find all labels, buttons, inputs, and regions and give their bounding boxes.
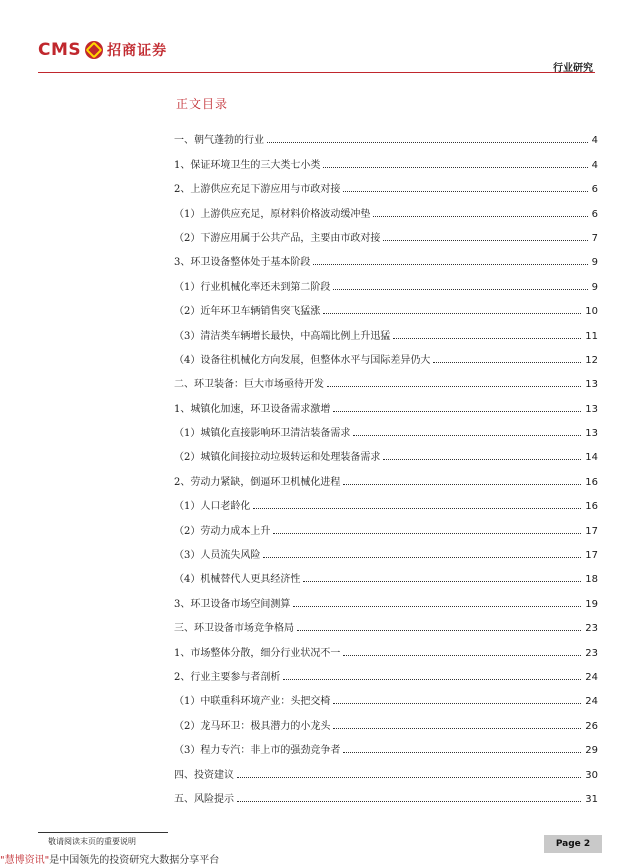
toc-entry-label: （1）行业机械化率还未到第二阶段 [174, 281, 331, 293]
toc-entry-label: （2）劳动力成本上升 [174, 525, 271, 537]
toc-entry-label: 一、朝气蓬勃的行业 [174, 135, 264, 147]
toc-entry-label: （3）程力专汽：非上市的强劲竞争者 [174, 745, 341, 757]
toc-entry-label: （1）城镇化直接影响环卫清洁装备需求 [174, 428, 351, 440]
toc-entry[interactable] [174, 466, 598, 490]
toc-leader-dots [333, 702, 581, 704]
toc-entry[interactable] [174, 564, 598, 588]
toc-entry[interactable] [174, 515, 598, 539]
toc-entry-page: 31 [585, 793, 598, 805]
toc-entry[interactable] [174, 784, 598, 808]
toc-entry-page: 6 [591, 184, 598, 196]
page-header [0, 0, 625, 80]
toc-entry-page: 24 [585, 671, 598, 683]
toc-leader-dots [273, 532, 581, 534]
cms-logo [38, 40, 167, 60]
toc-leader-dots [393, 337, 581, 339]
toc-leader-dots [343, 483, 581, 485]
toc-leader-dots [343, 751, 581, 753]
toc-leader-dots [383, 458, 581, 460]
logo-latin-text: CMS [38, 40, 82, 60]
watermark-brand: "慧博资讯" [0, 855, 50, 866]
toc-leader-dots [327, 385, 581, 387]
toc-entry-label: （4）机械替代人更具经济性 [174, 574, 301, 586]
toc-entry[interactable] [174, 491, 598, 515]
watermark-text [0, 851, 219, 866]
toc-entry-page: 13 [585, 379, 598, 391]
toc-entry[interactable] [174, 271, 598, 295]
toc-entry-label: 2、劳动力紧缺，倒逼环卫机械化进程 [174, 476, 341, 488]
toc-leader-dots [343, 654, 581, 656]
toc-entry-label: 1、城镇化加速，环卫设备需求激增 [174, 403, 331, 415]
toc-entry-page: 14 [585, 452, 598, 464]
toc-entry[interactable] [174, 662, 598, 686]
toc-leader-dots [433, 361, 581, 363]
toc-entry-page: 9 [591, 281, 598, 293]
toc-leader-dots [297, 629, 581, 631]
toc-entry-label: 1、保证环境卫生的三大类七小类 [174, 159, 321, 171]
toc-entry-page: 30 [585, 769, 598, 781]
toc-entry[interactable] [174, 637, 598, 661]
toc-leader-dots [383, 239, 587, 241]
toc-entry-label: （2）城镇化间接拉动垃圾转运和处理装备需求 [174, 452, 381, 464]
toc-entry-label: 1、市场整体分散，细分行业状况不一 [174, 647, 341, 659]
toc-entry-label: 3、环卫设备市场空间测算 [174, 598, 291, 610]
toc-entry[interactable] [174, 174, 598, 198]
toc-leader-dots [263, 556, 581, 558]
toc-leader-dots [267, 141, 588, 143]
toc-entry[interactable] [174, 149, 598, 173]
footer-divider [38, 832, 168, 833]
toc-entry-page: 29 [585, 745, 598, 757]
toc-entry-page: 18 [585, 574, 598, 586]
toc-entry-label: （3）人员流失风险 [174, 550, 261, 562]
table-of-contents [174, 125, 598, 808]
toc-entry-label: （1）上游供应充足，原材料价格波动缓冲垫 [174, 208, 371, 220]
toc-entry-page: 10 [585, 306, 598, 318]
disclaimer-note: 敬请阅读末页的重要说明 [48, 837, 136, 846]
toc-entry-page: 16 [585, 476, 598, 488]
toc-entry-page: 17 [585, 525, 598, 537]
toc-entry[interactable] [174, 588, 598, 612]
toc-entry-label: 五、风险提示 [174, 793, 234, 805]
toc-leader-dots [237, 800, 581, 802]
toc-entry-label: （4）设备往机械化方向发展，但整体水平与国际差异仍大 [174, 354, 431, 366]
toc-entry[interactable] [174, 320, 598, 344]
section-label: 行业研究 [553, 63, 593, 74]
toc-entry[interactable] [174, 223, 598, 247]
toc-leader-dots [283, 678, 581, 680]
toc-entry-label: 2、上游供应充足下游应用与市政对接 [174, 184, 341, 196]
toc-entry[interactable] [174, 369, 598, 393]
toc-entry-label: （2）下游应用属于公共产品，主要由市政对接 [174, 232, 381, 244]
toc-entry-page: 23 [585, 647, 598, 659]
toc-entry-label: 三、环卫设备市场竞争格局 [174, 623, 294, 635]
toc-entry[interactable] [174, 296, 598, 320]
toc-leader-dots [333, 410, 581, 412]
logo-emblem-icon [85, 41, 103, 59]
toc-entry[interactable] [174, 710, 598, 734]
toc-entry-label: （1）中联重科环境产业：头把交椅 [174, 696, 331, 708]
toc-entry-page: 4 [591, 159, 598, 171]
toc-leader-dots [323, 312, 581, 314]
toc-title: 正文目录 [176, 97, 229, 111]
toc-entry-label: 二、环卫装备：巨大市场亟待开发 [174, 379, 324, 391]
toc-entry-page: 26 [585, 720, 598, 732]
toc-entry[interactable] [174, 345, 598, 369]
toc-entry[interactable] [174, 686, 598, 710]
toc-leader-dots [333, 727, 581, 729]
toc-entry-page: 24 [585, 696, 598, 708]
toc-entry-label: （2）近年环卫车辆销售突飞猛涨 [174, 306, 321, 318]
toc-entry[interactable] [174, 540, 598, 564]
toc-entry-page: 12 [585, 354, 598, 366]
toc-leader-dots [333, 288, 587, 290]
logo-chinese-text: 招商证券 [107, 43, 168, 59]
toc-entry-page: 16 [585, 501, 598, 513]
toc-leader-dots [293, 605, 581, 607]
toc-entry-page: 4 [591, 135, 598, 147]
toc-entry-label: 四、投资建议 [174, 769, 234, 781]
toc-entry[interactable] [174, 759, 598, 783]
toc-leader-dots [373, 215, 587, 217]
toc-entry[interactable] [174, 125, 598, 149]
toc-entry-label: （3）清洁类车辆增长最快，中高端比例上升迅猛 [174, 330, 391, 342]
toc-leader-dots [313, 263, 587, 265]
page-number-badge: Page 2 [544, 835, 602, 853]
toc-entry-label: （2）龙马环卫：极具潜力的小龙头 [174, 720, 331, 732]
toc-leader-dots [343, 190, 587, 192]
toc-entry-page: 7 [591, 232, 598, 244]
toc-entry[interactable] [174, 393, 598, 417]
toc-entry[interactable] [174, 442, 598, 466]
toc-entry-label: 2、行业主要参与者剖析 [174, 671, 281, 683]
toc-entry[interactable] [174, 198, 598, 222]
toc-entry-page: 23 [585, 623, 598, 635]
toc-entry[interactable] [174, 735, 598, 759]
toc-leader-dots [303, 580, 581, 582]
toc-entry[interactable] [174, 613, 598, 637]
toc-entry-page: 9 [591, 257, 598, 269]
toc-entry-page: 11 [585, 330, 598, 342]
toc-entry-label: 3、环卫设备整体处于基本阶段 [174, 257, 311, 269]
header-divider [38, 72, 595, 73]
toc-entry-page: 13 [585, 428, 598, 440]
toc-entry-page: 19 [585, 598, 598, 610]
toc-entry-label: （1）人口老龄化 [174, 501, 251, 513]
toc-entry[interactable] [174, 418, 598, 442]
toc-entry-page: 17 [585, 550, 598, 562]
toc-entry[interactable] [174, 247, 598, 271]
toc-leader-dots [323, 166, 587, 168]
toc-leader-dots [253, 507, 581, 509]
toc-entry-page: 13 [585, 403, 598, 415]
toc-leader-dots [353, 434, 581, 436]
toc-entry-page: 6 [591, 208, 598, 220]
watermark-slogan: 是中国领先的投资研究大数据分享平台 [49, 855, 220, 866]
toc-leader-dots [237, 776, 581, 778]
